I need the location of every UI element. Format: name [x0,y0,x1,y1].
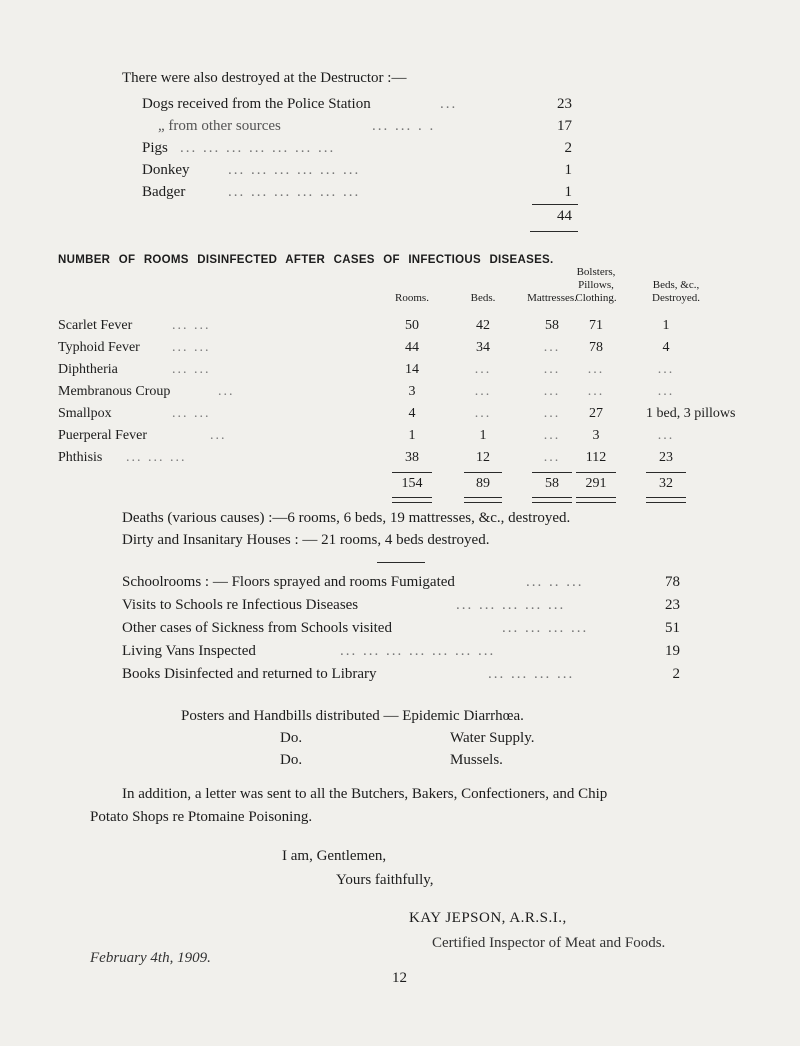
list-item-label: Other cases of Sickness from Schools visited [122,620,392,636]
column-header-rooms: Rooms. [395,292,429,304]
cell-destroyed: 23 [659,450,673,465]
cell-destroyed: ... [657,384,675,399]
leader-dots: ... ... [172,406,211,421]
date-line: February 4th, 1909. [90,950,211,966]
total-mattresses: 58 [545,476,559,491]
table-heading: NUMBER OF ROOMS DISINFECTED AFTER CASES OF INFECTIOUS DISEASES. [58,254,554,266]
double-rule [646,497,686,503]
list-item-value: 2 [564,140,572,156]
sum-rule [576,472,616,473]
posters-item: Water Supply. [450,730,535,746]
leader-dots: ... ... ... [126,450,187,465]
list-item-label: „ from other sources [158,118,281,134]
cell-beds: ... [474,406,492,421]
leader-dots: ... [218,384,235,399]
column-header-bolsters: Clothing. [575,292,617,304]
cell-rooms: 14 [405,362,419,377]
cell-mattresses: ... [543,450,561,465]
double-rule [576,497,616,503]
column-header-destroyed: Destroyed. [652,292,700,304]
leader-dots: ... ... . . [372,118,436,134]
sum-rule [392,472,432,473]
list-item-value: 17 [557,118,572,134]
leader-dots: ... ... ... ... ... ... [228,184,361,200]
cell-rooms: 4 [408,406,416,421]
total-rooms: 154 [401,476,423,491]
row-disease: Puerperal Fever [58,428,148,443]
cell-beds: 34 [476,340,490,355]
total-beds: 89 [476,476,490,491]
row-disease: Diphtheria [58,362,118,377]
column-header-beds: Beds. [470,292,496,304]
leader-dots: ... ... [172,362,211,377]
row-disease: Phthisis [58,450,103,465]
list-item-value: 1 [564,162,572,178]
cell-destroyed: ... [657,362,675,377]
posters-item: Mussels. [450,752,503,768]
double-rule [532,497,572,503]
row-disease: Scarlet Fever [58,318,133,333]
cell-bolsters: 3 [592,428,600,443]
sum-rule [532,204,578,205]
row-disease: Membranous Croup [58,384,171,399]
cell-bolsters: 27 [589,406,603,421]
leader-dots: ... [210,428,227,443]
cell-rooms: 50 [405,318,419,333]
section-divider [377,562,425,563]
cell-rooms: 3 [408,384,416,399]
cell-destroyed: 1 [662,318,670,333]
list-item-value: 1 [564,184,572,200]
cell-mattresses: ... [543,340,561,355]
total-bolsters: 291 [585,476,607,491]
cell-rooms: 1 [408,428,416,443]
list-item-value: 19 [665,643,680,659]
ditto-mark: Do. [280,752,303,768]
cell-beds: 1 [479,428,487,443]
leader-dots: ... ... ... ... ... ... ... [180,140,336,156]
row-disease: Smallpox [58,406,112,421]
list-item-value: 51 [665,620,680,636]
list-item-value: 23 [665,597,680,613]
deaths-line: Deaths (various causes) :—6 rooms, 6 beds, 19 mattresses, &c., destroyed. [122,510,571,526]
cell-bolsters: 71 [589,318,603,333]
leader-dots: ... ... ... ... ... ... [228,162,361,178]
cell-bolsters: 78 [589,340,603,355]
page-number: 12 [392,970,407,986]
cell-mattresses: ... [543,362,561,377]
posters-line: Posters and Handbills distributed — Epidemic Diarrhœa. [181,708,524,724]
list-item-label: Books Disinfected and returned to Library [122,666,377,682]
cell-destroyed: 1 bed, 3 pillows [646,406,736,421]
cell-mattresses: ... [543,406,561,421]
double-rule [392,497,432,503]
leader-dots: ... [440,96,458,112]
leader-dots: ... ... [172,318,211,333]
list-item-label: Visits to Schools re Infectious Diseases [122,597,359,613]
cell-bolsters: 112 [585,450,607,465]
cell-beds: 42 [476,318,490,333]
closing-valediction: Yours faithfully, [336,872,434,888]
leader-dots: ... ... ... ... ... ... ... [340,643,496,659]
cell-bolsters: ... [587,362,605,377]
cell-bolsters: ... [587,384,605,399]
list-item-label: Schoolrooms : — Floors sprayed and rooms Fumigated [122,574,455,590]
signatory-title: Certified Inspector of Meat and Foods. [432,935,666,951]
double-rule [464,497,502,503]
leader-dots: ... ... ... ... [488,666,575,682]
leader-dots: ... ... ... ... ... [456,597,566,613]
column-header-destroyed: Beds, &c., [652,279,700,291]
addition-line: In addition, a letter was sent to all the Butchers, Bakers, Confectioners, and Chip [122,786,608,802]
sum-rule [464,472,502,473]
list-item-value: 23 [557,96,572,112]
cell-destroyed: ... [657,428,675,443]
intro-line: There were also destroyed at the Destructor :— [122,70,407,86]
cell-mattresses: ... [543,384,561,399]
cell-beds: ... [474,384,492,399]
list-item-value: 2 [672,666,680,682]
addition-line: Potato Shops re Ptomaine Poisoning. [90,809,313,825]
sum-rule [646,472,686,473]
cell-beds: 12 [476,450,490,465]
column-header-bolsters: Pillows, [578,279,614,291]
dirty-houses-line: Dirty and Insanitary Houses : — 21 rooms, 4 beds destroyed. [122,532,490,548]
leader-dots: ... .. ... [526,574,584,590]
cell-mattresses: ... [543,428,561,443]
cell-destroyed: 4 [662,340,670,355]
sum-rule [532,472,572,473]
cell-mattresses: 58 [545,318,559,333]
list-item-label: Donkey [142,162,190,178]
list-item-label: Pigs [142,140,168,156]
column-header-bolsters: Bolsters, [576,266,616,278]
signatory-name: KAY JEPSON, A.R.S.I., [409,910,567,926]
list-item-label: Living Vans Inspected [122,643,256,659]
row-disease: Typhoid Fever [58,340,140,355]
cell-rooms: 38 [405,450,419,465]
list-item-label: Dogs received from the Police Station [142,96,371,112]
total-rule [530,231,578,232]
list-item-label: Badger [142,184,186,200]
cell-rooms: 44 [405,340,419,355]
total-destroyed: 32 [659,476,673,491]
leader-dots: ... ... ... ... [502,620,589,636]
list-total: 44 [557,208,572,224]
column-header-mattresses: Mattresses. [527,292,577,304]
leader-dots: ... ... [172,340,211,355]
cell-beds: ... [474,362,492,377]
list-item-value: 78 [665,574,680,590]
closing-salutation: I am, Gentlemen, [282,848,387,864]
ditto-mark: Do. [280,730,303,746]
